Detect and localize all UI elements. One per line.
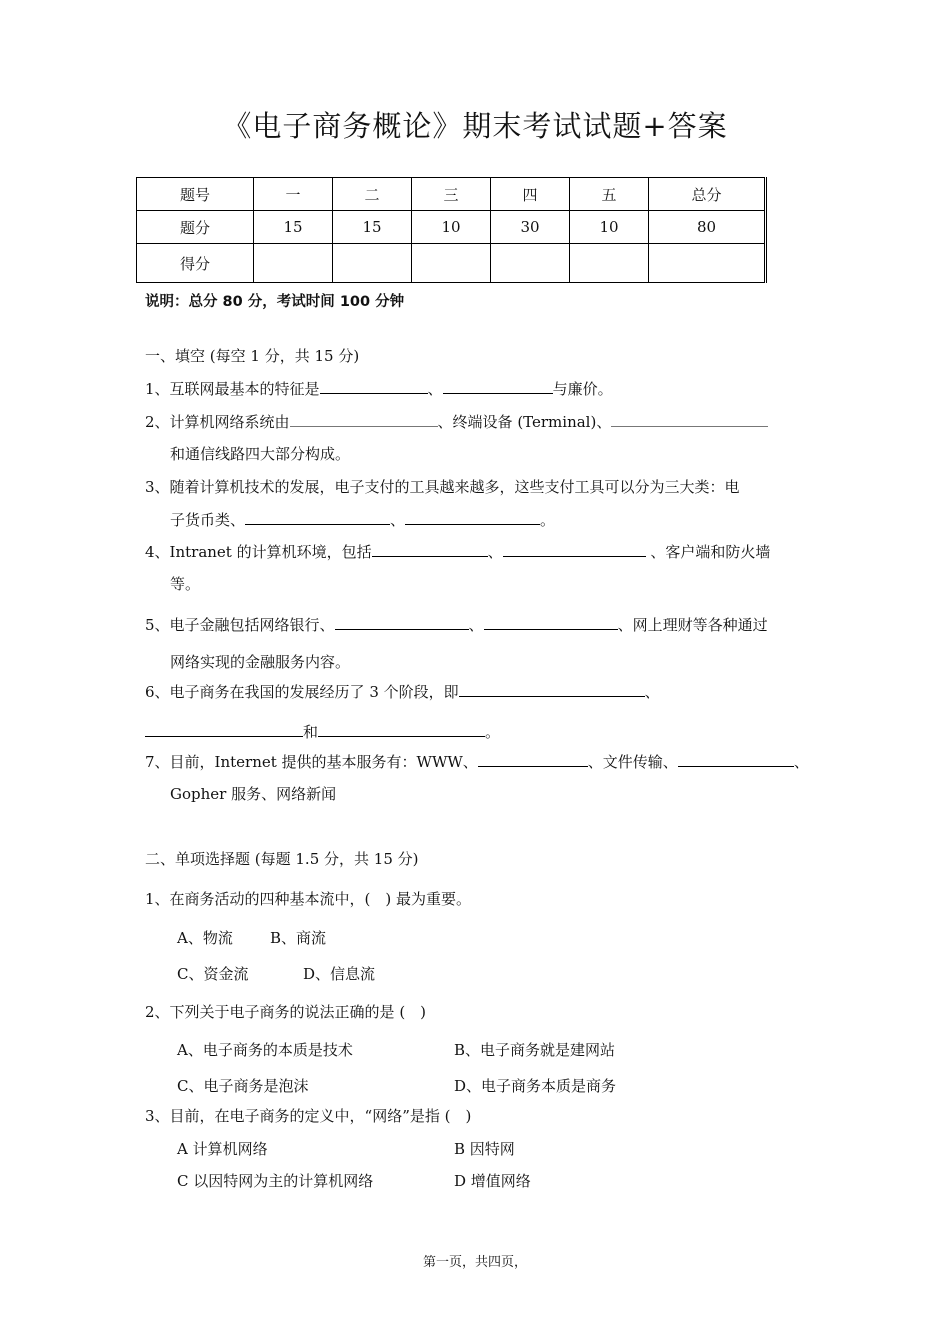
table-cell: 得分 <box>137 244 254 283</box>
answer-blank[interactable] <box>478 751 588 767</box>
table-row <box>137 178 766 211</box>
table-cell: 80 <box>649 211 766 244</box>
table-cell: 总分 <box>649 178 766 211</box>
option-a[interactable]: A 计算机网络 <box>177 1140 268 1158</box>
question-1-2-cont: 和通信线路四大部分构成。 <box>170 445 351 463</box>
table-cell: 二 <box>333 178 412 211</box>
question-1-3-cont: 子货币类、 、 。 <box>170 511 556 529</box>
table-cell: 15 <box>254 211 333 244</box>
table-cell: 15 <box>333 211 412 244</box>
question-1-4-cont: 等。 <box>170 575 201 593</box>
table-row <box>137 244 766 283</box>
question-1-5: 5、电子金融包括网络银行、 、 、网上理财等各种通过 <box>145 616 768 634</box>
table-cell: 10 <box>412 211 491 244</box>
table-cell: 题分 <box>137 211 254 244</box>
answer-blank[interactable] <box>484 614 618 630</box>
question-1-3: 3、随着计算机技术的发展，电子支付的工具越来越多，这些支付工具可以分为三大类：电 <box>145 478 740 496</box>
answer-blank[interactable] <box>245 509 390 525</box>
option-d[interactable]: D 增值网络 <box>454 1172 531 1190</box>
table-cell: 三 <box>412 178 491 211</box>
question-1-2: 2、计算机网络系统由 、终端设备 (Terminal)、 <box>145 411 768 432</box>
exam-note: 说明：总分 80 分，考试时间 100 分钟 <box>145 294 405 310</box>
option-b[interactable]: B、电子商务就是建网站 <box>454 1041 616 1059</box>
option-a[interactable]: A、电子商务的本质是技术 <box>177 1041 353 1059</box>
score-input-cell[interactable] <box>649 244 766 283</box>
answer-blank[interactable] <box>290 411 438 427</box>
table-cell: 五 <box>570 178 649 211</box>
answer-blank[interactable] <box>611 411 768 427</box>
question-2-3: 3、目前，在电子商务的定义中，“网络”是指 ( ) <box>145 1107 472 1125</box>
answer-blank[interactable] <box>320 378 428 394</box>
score-input-cell[interactable] <box>254 244 333 283</box>
question-1-4: 4、Intranet 的计算机环境，包括 、 、客户端和防火墙 <box>145 543 771 561</box>
table-cell: 10 <box>570 211 649 244</box>
score-input-cell[interactable] <box>570 244 649 283</box>
option-d[interactable]: D、电子商务本质是商务 <box>454 1077 617 1095</box>
option-b[interactable]: B 因特网 <box>454 1140 515 1158</box>
answer-blank[interactable] <box>145 721 303 737</box>
option-c[interactable]: C、资金流 <box>177 965 249 983</box>
score-input-cell[interactable] <box>333 244 412 283</box>
answer-blank[interactable] <box>335 614 469 630</box>
score-input-cell[interactable] <box>491 244 570 283</box>
answer-blank[interactable] <box>318 721 485 737</box>
question-1-6: 6、电子商务在我国的发展经历了 3 个阶段，即 、 <box>145 683 660 701</box>
option-c[interactable]: C 以因特网为主的计算机网络 <box>177 1172 374 1190</box>
question-1-7: 7、目前，Internet 提供的基本服务有：WWW、 、文件传输、 、 <box>145 753 809 771</box>
option-d[interactable]: D、信息流 <box>303 965 376 983</box>
answer-blank[interactable] <box>678 751 794 767</box>
section1-heading: 一、填空 (每空 1 分，共 15 分) <box>145 347 360 365</box>
question-2-1: 1、在商务活动的四种基本流中，( ) 最为重要。 <box>145 890 472 908</box>
option-b[interactable]: B、商流 <box>270 929 327 947</box>
answer-blank[interactable] <box>372 541 488 557</box>
answer-blank[interactable] <box>405 509 540 525</box>
question-2-2: 2、下列关于电子商务的说法正确的是 ( ) <box>145 1003 427 1021</box>
option-a[interactable]: A、物流 <box>177 929 233 947</box>
option-c[interactable]: C、电子商务是泡沫 <box>177 1077 309 1095</box>
score-input-cell[interactable] <box>412 244 491 283</box>
question-1-1: 1、互联网最基本的特征是 、 与廉价。 <box>145 380 613 398</box>
table-cell: 30 <box>491 211 570 244</box>
table-cell: 四 <box>491 178 570 211</box>
answer-blank[interactable] <box>443 378 553 394</box>
table-cell: 一 <box>254 178 333 211</box>
table-cell: 题号 <box>137 178 254 211</box>
question-1-6-cont: 和 。 <box>145 721 500 742</box>
answer-blank[interactable] <box>459 681 645 697</box>
page-footer: 第一页，共四页， <box>422 1255 527 1270</box>
page-title: 《电子商务概论》期末考试试题+答案 <box>222 109 728 143</box>
answer-blank[interactable] <box>503 541 646 557</box>
question-1-7-cont: Gopher 服务、网络新闻 <box>170 785 337 803</box>
table-row <box>137 211 766 244</box>
section2-heading: 二、单项选择题 (每题 1.5 分，共 15 分) <box>145 850 419 868</box>
question-1-5-cont: 网络实现的金融服务内容。 <box>170 653 351 671</box>
score-table <box>136 177 767 283</box>
